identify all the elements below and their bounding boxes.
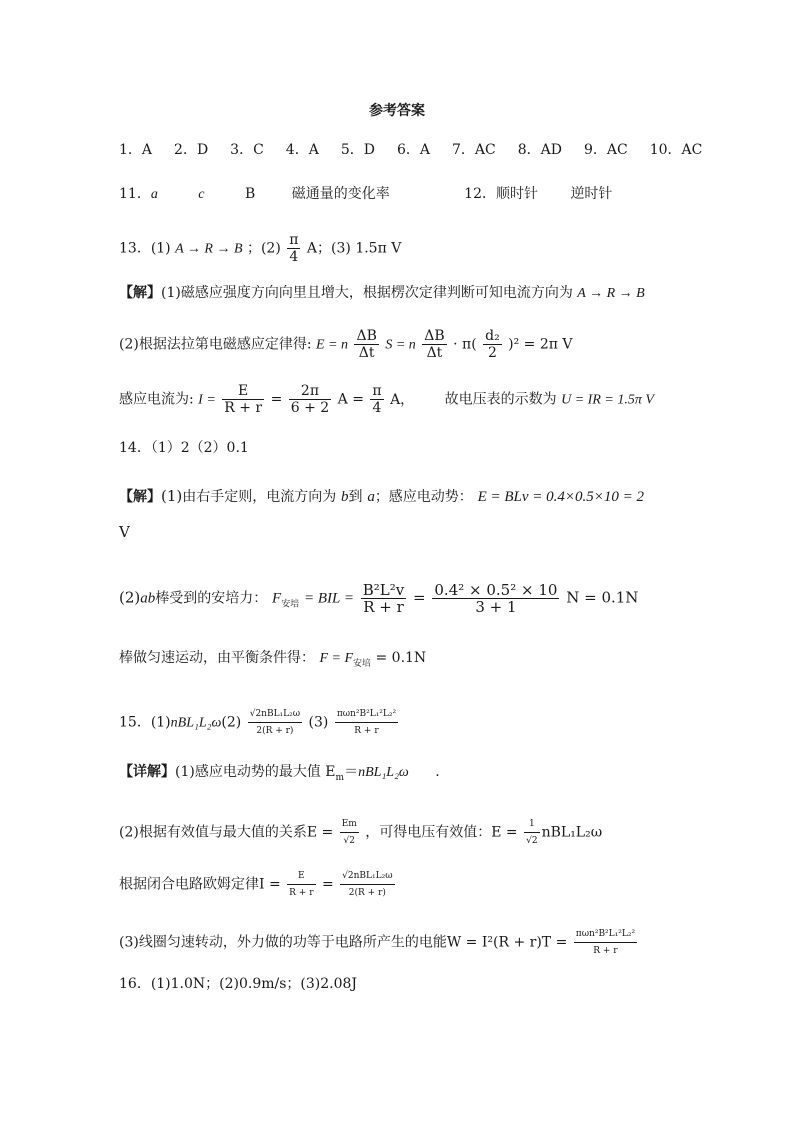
q15-sol4-text: (3)线圈匀速转动，外力做的功等于电路所产生的电能 [119,934,447,951]
q15-sol2-E: E = [306,824,334,841]
q13-sep: ；(2) [246,240,281,257]
q13-solution-3 [119,383,654,416]
q14-sol1-to: 到 [348,489,363,505]
answer-item: 9．AC [583,142,628,158]
q13-sol3-frac2: $\frac{2\pi}{6 + 2}$ [290,383,330,416]
q14-solution-2 [119,582,638,615]
q13-solution-1 [119,283,645,304]
q15-sol4-eq: W = I²(R + r)T = [446,934,568,951]
q13-sol3-text: 感应电流为: [119,391,194,408]
q14-sol2-F: F [272,590,282,607]
q15-sol1-sub: m [335,772,345,783]
q13-sol1-dir: A → R → B [577,286,645,301]
q15-sol3-frac2: $\frac{\text{√2nBL₁L₂ω}}{2(R + r)}$ [340,868,394,901]
q13-sol3-frac1: $\frac{E}{R + r}$ [224,383,263,416]
q15-sol2-frac1: $\frac{Em}{√2}$ [340,816,359,849]
q14-sol2-num: (2) [119,588,141,607]
q13-label: 13．(1) [119,240,171,257]
q13-sol3-eq-b: = [270,391,283,408]
q11-answer-rate: 磁通量的变化率 [291,186,390,202]
q11-number: 11．a [119,186,158,202]
q13-sol2-eq-d: )² = 2π V [508,336,573,353]
q14-sol3-eq: = 0.1N [375,650,427,666]
q14-sol2-eq-d: = [413,588,426,607]
q16-answer: 16．(1)1.0N；(2)0.9m/s；(3)2.08J [119,976,358,992]
solution-tag: 【解】 [119,285,161,301]
answer-item: 7．AC [452,142,496,158]
q13-sol2-eq-c: · π( [453,336,477,353]
q13-sol2-frac2: $\frac{\text{d₂}}{2}$ [485,328,500,361]
q15-ans3-frac: $\frac{\text{πωn²B²L₁²L₂²}}{R + r}$ [335,706,398,739]
answer-item: 5．D [340,142,375,158]
solution-tag: 【解】 [119,489,161,505]
q15-sol2-E2: E = [491,824,518,841]
q13-sol3-frac3: $\frac{\pi}{4}$ [372,383,382,416]
q14-sol2-text: 棒受到的安培力： [155,590,268,607]
q12-answer-ccw: 逆时针 [570,186,613,202]
q14-sol3-text: 棒做匀速运动，由平衡条件得： [119,650,315,666]
q15-ans1: nBL₁L₂ω [170,715,222,731]
q14-sol1-text: 由右手定则，电流方向为 [182,489,337,505]
q15-solution-2 [119,816,602,849]
q14-answer: 14．（1）2（2）0.1 [119,440,249,456]
q13-sol2-frac1: $\frac{\Delta B}{\Delta t}$ [356,328,377,361]
q13-sol3-post: 故电压表的示数为 [444,391,557,408]
q15-sol3-eq: = [321,876,334,893]
q11-answer-c: c [198,187,205,202]
q15-sol2-val: nBL₁L₂ω [541,824,603,841]
q13-answer [119,232,401,265]
q15-answer [119,706,400,739]
q13-sol3-eq-d: A， [390,391,415,408]
q15-sol3-frac1: $\frac{E}{R + r}$ [287,868,315,901]
q14-sol1-num: (1) [161,487,183,505]
q15-ans2-frac: $\frac{\text{√2nBL₁L₂ω}}{2(R + r)}$ [248,706,302,739]
q15-sol4-frac: $\frac{\text{πωn²B²L₁²L₂²}}{R + r}$ [574,926,637,959]
q14-sol1-b: b [341,489,349,505]
answers-row-1 [119,140,724,160]
q13-sol3-u: U = IR = 1.5π V [561,392,654,408]
q14-sol1-eq: E = BLv = 0.4×0.5×10 = 2 [477,489,645,505]
q13-voltage: 1.5π V [355,240,402,257]
q13-solution-2 [119,328,573,361]
q15-sol1-dot: . [435,764,440,780]
q15-sol1-eq: ＝ [344,764,359,780]
q14-solution-3 [119,648,426,674]
q13-sol3-eq-a: I = [198,392,216,408]
q13-sol3-eq-c: A = [337,391,364,408]
q15-sol2-text: (2)根据有效值与最大值的关系 [119,824,307,841]
q15-sol3-I: I = [259,876,281,893]
q13-sol2-eq-a: E = n [316,337,349,353]
q13-unit: A；(3) [306,240,351,257]
q14-solution-1-unit: V [119,523,130,541]
q13-fraction: $\frac{\pi}{4}$ [289,232,299,265]
q15-solution-1 [119,762,440,788]
q14-sol3-F: F = F [319,651,354,666]
q14-sol1-a: a [367,489,375,505]
answer-item: 6．A [396,142,430,158]
answer-item: 4．A [285,142,319,158]
answers-row-11-12 [119,184,648,205]
q14-sol2-sub: 安培 [281,599,300,610]
q14-sol2-eq-e: N = 0.1N [566,588,639,607]
page-title: 参考答案 [369,103,425,119]
answer-item: 1．A [119,142,153,158]
q15-ans2-label: (2) [221,714,242,731]
answer-item: 3．C [230,142,264,158]
q15-sol2-mid: ，可得电压有效值： [365,824,492,841]
q15-sol2-frac2: $\frac{1}{√2}$ [524,816,539,849]
q13-sol2-text: (2)根据法拉第电磁感应定律得: [119,336,312,353]
answer-item: 8．AD [517,142,562,158]
q13-sol1-text: (1)磁感应强度方向向里且增大，根据楞次定律判断可知电流方向为 [161,285,573,301]
solution-tag: 【详解】 [119,764,175,780]
q15-solution-3 [119,868,397,901]
answer-item: 10．AC [649,142,703,158]
q13-direction: A → R → B [175,241,243,257]
q15-sol1-val: nBL₁L₂ω [358,765,409,780]
q15-label: 15．(1) [119,714,171,731]
q14-sol2-frac2: $\frac{\text{0.4² × 0.5² × 10}}{3 + 1}$ [434,581,558,616]
answer-item: 2．D [174,142,209,158]
q15-sol3-text: 根据闭合电路欧姆定律 [119,876,259,893]
q14-solution-1 [119,486,644,507]
q14-sol1-emf: ；感应电动势： [374,489,473,505]
q14-sol2-eq-c: = BIL = [304,590,354,607]
q15-ans3-label: (3) [308,714,329,731]
q15-sol1-E: E [325,764,336,780]
q15-sol1-text: (1)感应电动势的最大值 [175,764,321,780]
q13-sol2-frac1b: $\frac{\Delta B}{\Delta t}$ [424,328,445,361]
q12-answer-cw: 12．顺时针 [464,186,538,202]
q14-sol2-frac1: $\frac{\text{B²L²v}}{R + r}$ [362,581,405,616]
q15-solution-4 [119,926,639,959]
q14-sol3-sub: 安培 [353,658,372,669]
q13-sol2-eq-b: S = n [385,337,416,353]
q14-sol2-ab: ab [140,590,156,607]
q11-answer-b: B [244,186,256,202]
